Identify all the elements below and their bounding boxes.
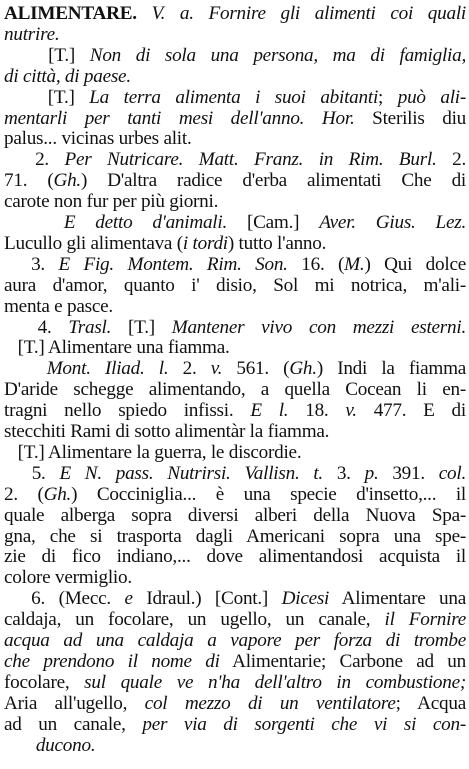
- entry-text: Non di sola una persona, ma di famiglia,: [89, 44, 466, 66]
- entry-text: 391.: [378, 462, 439, 484]
- entry-text: 2.: [436, 149, 467, 171]
- entry-text: v.: [345, 400, 357, 422]
- entry-text: 16. (: [287, 253, 345, 275]
- entry-text: menta e pasce.: [4, 295, 113, 317]
- entry-text: che prendono il nome di: [4, 650, 220, 672]
- entry-text: Gh.: [53, 170, 81, 192]
- entry-text: ducono.: [4, 734, 96, 756]
- entry-text: sul quale ve n'ha dell'altro in combustione;: [84, 671, 466, 693]
- entry-text: Alimentare una: [329, 588, 466, 610]
- entry-text: Idraul.) [Cont.]: [132, 588, 282, 610]
- entry-text: di città, di paese.: [4, 65, 131, 87]
- entry-text: [T.] Alimentare una fiamma.: [4, 337, 230, 359]
- entry-text: zie di fico indiano,... dove alimentandosi acquista il: [4, 546, 466, 568]
- entry-text: ;: [378, 86, 398, 108]
- entry-text: ) Indi la fiamma: [316, 358, 467, 380]
- entry-text: E Fig. Montem. Rim. Son.: [58, 253, 288, 275]
- entry-text: ) D'altra radice d'erba alimentati Che di: [80, 170, 466, 192]
- entry-text: Sterilis diu: [354, 107, 466, 129]
- entry-text: 4.: [4, 316, 69, 338]
- entry-text: 2.: [4, 149, 65, 171]
- entry-text: 561. (: [222, 358, 290, 380]
- entry-text: Mantener vivo con mezzi esterni.: [171, 316, 466, 338]
- entry-text: Lucullo gli alimentava (: [4, 232, 183, 254]
- entry-text: 477. E di: [356, 400, 466, 422]
- entry-text: v.: [210, 358, 223, 380]
- entry-text: gna, che si trasporta dagli Americani sopra una spe-: [4, 525, 466, 547]
- entry-text: colore vermiglio.: [4, 567, 132, 589]
- entry-text: mentarli per tanti mesi dell'anno. Hor.: [4, 107, 355, 129]
- entry-text: acqua ad una caldaja a vapore per forza di trombe: [4, 630, 466, 651]
- entry-text: M.: [344, 253, 365, 275]
- entry-text: stecchiti Rami di sotto alimentàr la fiamma.: [4, 421, 330, 442]
- entry-text: tragni nello spiedo infissi.: [4, 400, 251, 422]
- entry-text: col.: [438, 462, 467, 484]
- entry-text: 71. (: [4, 170, 54, 192]
- entry-text: E N. pass. Nutrirsi. Vallisn. t.: [59, 462, 323, 484]
- entry-text: Gh.: [43, 483, 72, 505]
- entry-text: ) Qui dolce: [364, 253, 466, 275]
- entry-text: E detto d'animali.: [63, 212, 228, 233]
- headword: ALIMENTARE.: [4, 3, 137, 24]
- entry-text: col mezzo di un ventilatore: [144, 692, 396, 714]
- entry-text: [Cam.]: [227, 212, 320, 233]
- entry-text: p.: [364, 462, 379, 484]
- entry-text: 2. (: [4, 483, 44, 505]
- entry-text: quale alberga sopra diversi alberi della Nuova Spa-: [4, 504, 466, 526]
- entry-text: ad un canale,: [4, 713, 143, 735]
- entry-text: 18.: [288, 400, 346, 422]
- entry-text: ; Acqua: [395, 692, 466, 714]
- entry-text: Dicesi: [281, 588, 330, 610]
- entry-text: E l.: [250, 400, 289, 422]
- entry-text: V. a. Fornire gli alimenti coi quali: [136, 3, 466, 24]
- entry-text: i tordi: [182, 232, 228, 254]
- entry-text: 3.: [322, 462, 365, 484]
- entry-line: [4, 734, 466, 758]
- entry-text: [4, 212, 64, 233]
- entry-text: aura d'amor, quanto i' disio, Sol mi notrica, m'ali-: [4, 274, 466, 296]
- entry-text: [T.] Alimentare la guerra, le discordie.: [4, 441, 302, 463]
- entry-text: il Fornire: [384, 609, 466, 631]
- entry-text: ) tutto l'anno.: [227, 232, 327, 254]
- entry-text: 6. (Mecc.: [4, 588, 125, 610]
- entry-text: Gh.: [289, 358, 317, 380]
- entry-text: 3.: [4, 253, 59, 275]
- entry-text: caldaja, un focolare, un ugello, un canale,: [4, 609, 385, 631]
- entry-text: Mont. Iliad. l.: [46, 358, 169, 380]
- entry-text: [T.]: [4, 44, 90, 66]
- entry-text: [4, 358, 47, 379]
- entry-text: Aver. Gius. Lez.: [319, 212, 466, 233]
- entry-text: D'aride schegge alimentando, a quella Cocean li en-: [4, 379, 466, 401]
- entry-text: Per Nutricare. Matt. Franz. in Rim. Burl.: [64, 149, 437, 171]
- entry-text: per via di sorgenti che vi si con-: [142, 713, 466, 735]
- entry-text: carote non fur per più giorni.: [4, 191, 219, 213]
- entry-text: 5.: [4, 462, 60, 484]
- entry-text: [T.]: [111, 316, 172, 338]
- entry-text: Aria all'ugello,: [4, 692, 145, 714]
- entry-text: può ali-: [397, 86, 466, 108]
- entry-text: La terra alimenta i suoi abitanti: [89, 86, 379, 108]
- entry-text: 2.: [168, 358, 211, 380]
- entry-text: palus... vicinas urbes alit.: [4, 128, 192, 150]
- entry-text: ) Cocciniglia... è una specie d'insetto,... il: [71, 483, 466, 505]
- entry-text: [T.]: [4, 86, 90, 108]
- entry-text: Alimentarie; Carbone ad un: [219, 650, 466, 672]
- entry-text: e: [124, 588, 133, 610]
- entry-text: focolare,: [4, 671, 85, 693]
- entry-text: Trasl.: [68, 316, 112, 338]
- entry-text: nutrire.: [4, 23, 60, 45]
